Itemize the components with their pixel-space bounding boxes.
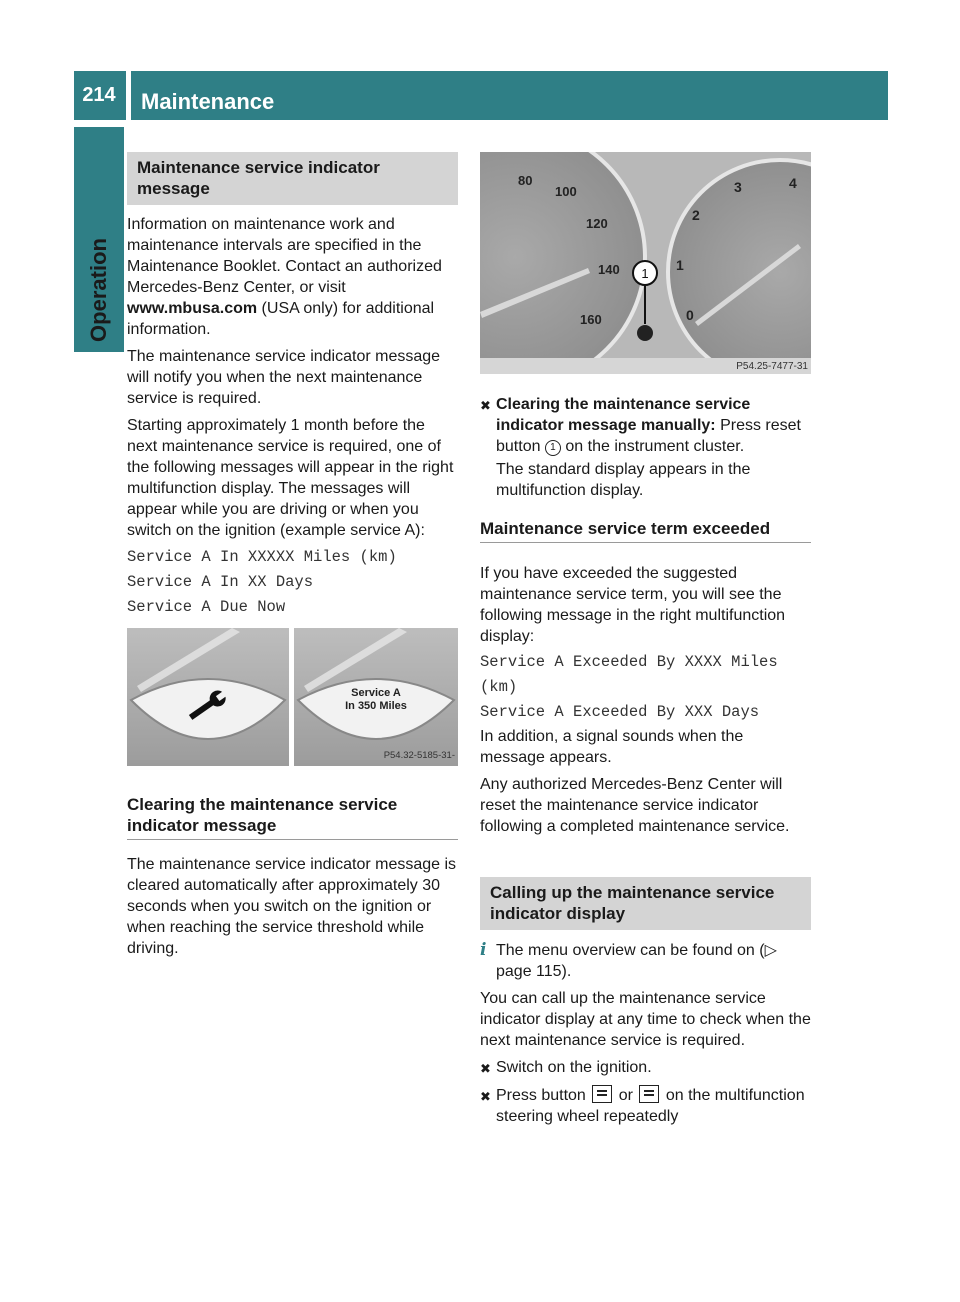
reset-button-icon (637, 325, 653, 341)
speed-tick-label: 100 (555, 184, 577, 199)
rpm-tick-label: 0 (686, 307, 694, 323)
call-up-paragraph: You can call up the maintenance service indicator display at any time to check when the next maintenance service is required. (480, 990, 811, 1049)
info-note (480, 940, 811, 982)
rpm-tick-label: 3 (734, 179, 742, 195)
section-heading-indicator-message: Maintenance service indicator message (127, 152, 458, 205)
header-divider (126, 71, 131, 120)
step-text-end: on the multifunction steering wheel repeatedly (496, 1087, 805, 1125)
rpm-tick-label: 1 (676, 257, 684, 273)
cluster-illustration (480, 152, 811, 374)
intro-paragraph (127, 214, 458, 340)
info-text[interactable]: The menu overview can be found on (▷ page 115). (496, 942, 777, 980)
timing-paragraph: Starting approximately 1 month before the next maintenance service is required, one of the following messages will appear in the right multifunction display. The messages will appear while you are driving or when you switch on the ignition (example service A): (127, 417, 454, 539)
step-marker-icon: ✖ (480, 398, 491, 413)
section-heading-calling-up: Calling up the maintenance service indicator display (480, 877, 811, 930)
step-clear-manually (480, 394, 811, 457)
step-text: Switch on the ignition. (496, 1059, 652, 1076)
step-result: The standard display appears in the multifunction display. (496, 461, 751, 499)
step-text-end: on the instrument cluster. (560, 438, 745, 455)
left-column (127, 152, 458, 959)
step-marker-icon: ✖ (480, 1089, 491, 1104)
clearing-paragraph: The maintenance service indicator message is cleared automatically after approximately 30 seconds when you switch on the ignition or when reaching the service threshold while driving. (127, 856, 457, 957)
signal-paragraph: In addition, a signal sounds when the message appears. (480, 728, 744, 766)
display-illustration (127, 628, 458, 766)
figure-code: P54.25-7477-31 (736, 361, 808, 372)
notify-paragraph: The maintenance service indicator message will notify you when the next maintenance service is required. (127, 348, 441, 407)
display-line-2: In 350 Miles (345, 700, 407, 712)
right-column (480, 152, 811, 1127)
exceeded-message-list (480, 650, 811, 725)
figure-code: P54.32-5185-31- (383, 750, 455, 761)
step-text: Press reset button (496, 417, 801, 455)
intro-text-end: (USA only) for additional information. (127, 300, 435, 338)
website-link[interactable]: www.mbusa.com (127, 300, 258, 317)
step-switch-ignition (480, 1057, 811, 1079)
speed-tick-label: 120 (586, 216, 608, 231)
display-figure (127, 628, 458, 766)
exceeded-paragraph: If you have exceeded the suggested maintenance service term, you will see the following message in the right multifunction display: (480, 565, 786, 645)
message-item: Service A Due Now (127, 598, 286, 616)
page-number: 214 (82, 84, 116, 106)
instrument-cluster-figure (480, 152, 811, 374)
speed-tick-label: 160 (580, 312, 602, 327)
step-text: Press button (496, 1087, 591, 1104)
message-list (127, 545, 458, 620)
message-item: Service A In XX Days (127, 573, 314, 591)
callout-number-icon: 1 (545, 440, 561, 456)
page-title: Maintenance (141, 89, 275, 114)
message-item: Service A In XXXXX Miles (km) (127, 548, 397, 566)
info-icon: i (480, 940, 487, 960)
subsection-heading-term-exceeded: Maintenance service term exceeded (480, 518, 811, 543)
speed-tick-label: 140 (598, 262, 620, 277)
speed-tick-label: 80 (518, 173, 533, 188)
rpm-tick-label: 2 (692, 207, 700, 223)
intro-text: Information on maintenance work and maintenance intervals are specified in the Maintenance Booklet. Contact an authorized Mercedes-Benz Center, or visit (127, 216, 442, 296)
subsection-heading-clearing: Clearing the maintenance service indicator message (127, 794, 458, 840)
display-line-1: Service A (351, 687, 401, 699)
side-tab-label: Operation (86, 238, 111, 342)
display-forward-button-icon (639, 1085, 659, 1103)
display-back-button-icon (592, 1085, 612, 1103)
reset-paragraph: Any authorized Mercedes-Benz Center will reset the maintenance service indicator following a completed maintenance service. (480, 776, 790, 835)
exceeded-message: Service A Exceeded By XXXX Miles (km) (480, 653, 778, 696)
step-marker-icon: ✖ (480, 1061, 491, 1076)
callout-number: 1 (641, 266, 649, 281)
step-press-button (480, 1085, 811, 1127)
rpm-tick-label: 4 (789, 175, 797, 191)
step-text-or: or (614, 1087, 638, 1104)
step-bold-text: Clearing the maintenance service indicator message manually: (496, 396, 751, 434)
exceeded-message: Service A Exceeded By XXX Days (480, 703, 760, 721)
